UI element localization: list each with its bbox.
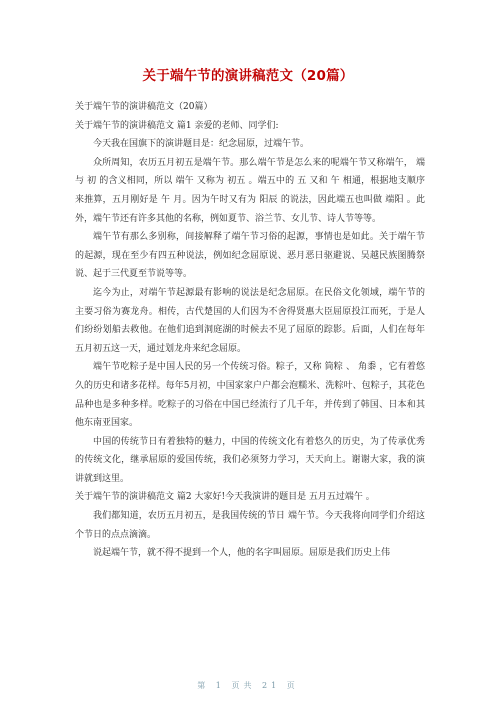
paragraph: 迄今为止，对端午节起源最有影响的说法是纪念屈原。在民俗文化领域，端午节的主要习俗为赛龙舟。相传，古代楚国的人们因为不舍得贤惠大臣屈原投江而死，于是人们纷纷划船去救他。在他们追到洞庭湖的时候去不见了屈原的踪影。后面，人们在每年五月初五这一天，通过划龙舟来纪念屈原。 — [75, 287, 425, 354]
paragraph: 关于端午节的演讲稿范文 篇1 亲爱的老师、同学们: — [75, 120, 279, 131]
paragraph: 我们都知道，农历五月初五，是我国传统的节日 端午节。今天我将向同学们介绍这个节日的点点滴滴。 — [75, 511, 425, 540]
paragraph: 众所周知，农历五月初五是端午节。那么端午节是怎么来的呢端午节又称端午， 端 与 初 的含义相同，所以 端午 又称为 初五 。端五中的 五 又和 午 相通，根据地支顺序来推算，五月刚好是 午 月。因为午时又有为 阳辰 的说法，因此端五也叫做 端阳 。此外，端午节还有许多其他的名称，例如夏节、浴兰节、女儿节、诗人节等等。 — [75, 157, 425, 224]
paragraph: 端午节吃粽子是中国人民的另一个传统习俗。粽子，又称 筒粽 、 角黍 ，它有着悠久的历史和诸多花样。每年5月初，中国家家户户都会泡糯米、洗粽叶、包粽子，其花色品种也是多种多样。吃粽子的习俗在中国已经流行了几千年，并传到了韩国、日本和其他东南亚国家。 — [75, 362, 425, 429]
paragraph: 端午节有那么多别称，间接解释了端午节习俗的起源，事情也是如此。关于端午节的起源，现在至少有四五种说法，例如纪念屈原说、恶月恶日驱避说、吴越民族图腾祭说、起于三代夏至节说等等。 — [75, 232, 425, 280]
paragraph: 中国的传统节日有着独特的魅力，中国的传统文化有着悠久的历史，为了传承优秀的传统文化，继承屈原的爱国传统，我们必须努力学习，天天向上。谢谢大家，我的演讲就到这里。 — [75, 436, 425, 484]
paragraph: 说起端午节，就不得不提到一个人，他的名字叫屈原。屈原是我们历史上伟 — [93, 548, 391, 559]
paragraph: 今天我在国旗下的演讲题目是：纪念屈原，过端午节。 — [93, 139, 310, 150]
paragraph: 关于端午节的演讲稿范文 篇2 大家好!今天我演讲的题目是 五月五过端午 。 — [75, 492, 375, 503]
document-title: 关于端午节的演讲稿范文（20篇） — [142, 68, 354, 84]
paragraph: 关于端午节的演讲稿范文（20篇） — [75, 102, 213, 112]
document-body — [75, 98, 425, 563]
page-footer: 第 1 页共 21 页 — [197, 681, 299, 690]
